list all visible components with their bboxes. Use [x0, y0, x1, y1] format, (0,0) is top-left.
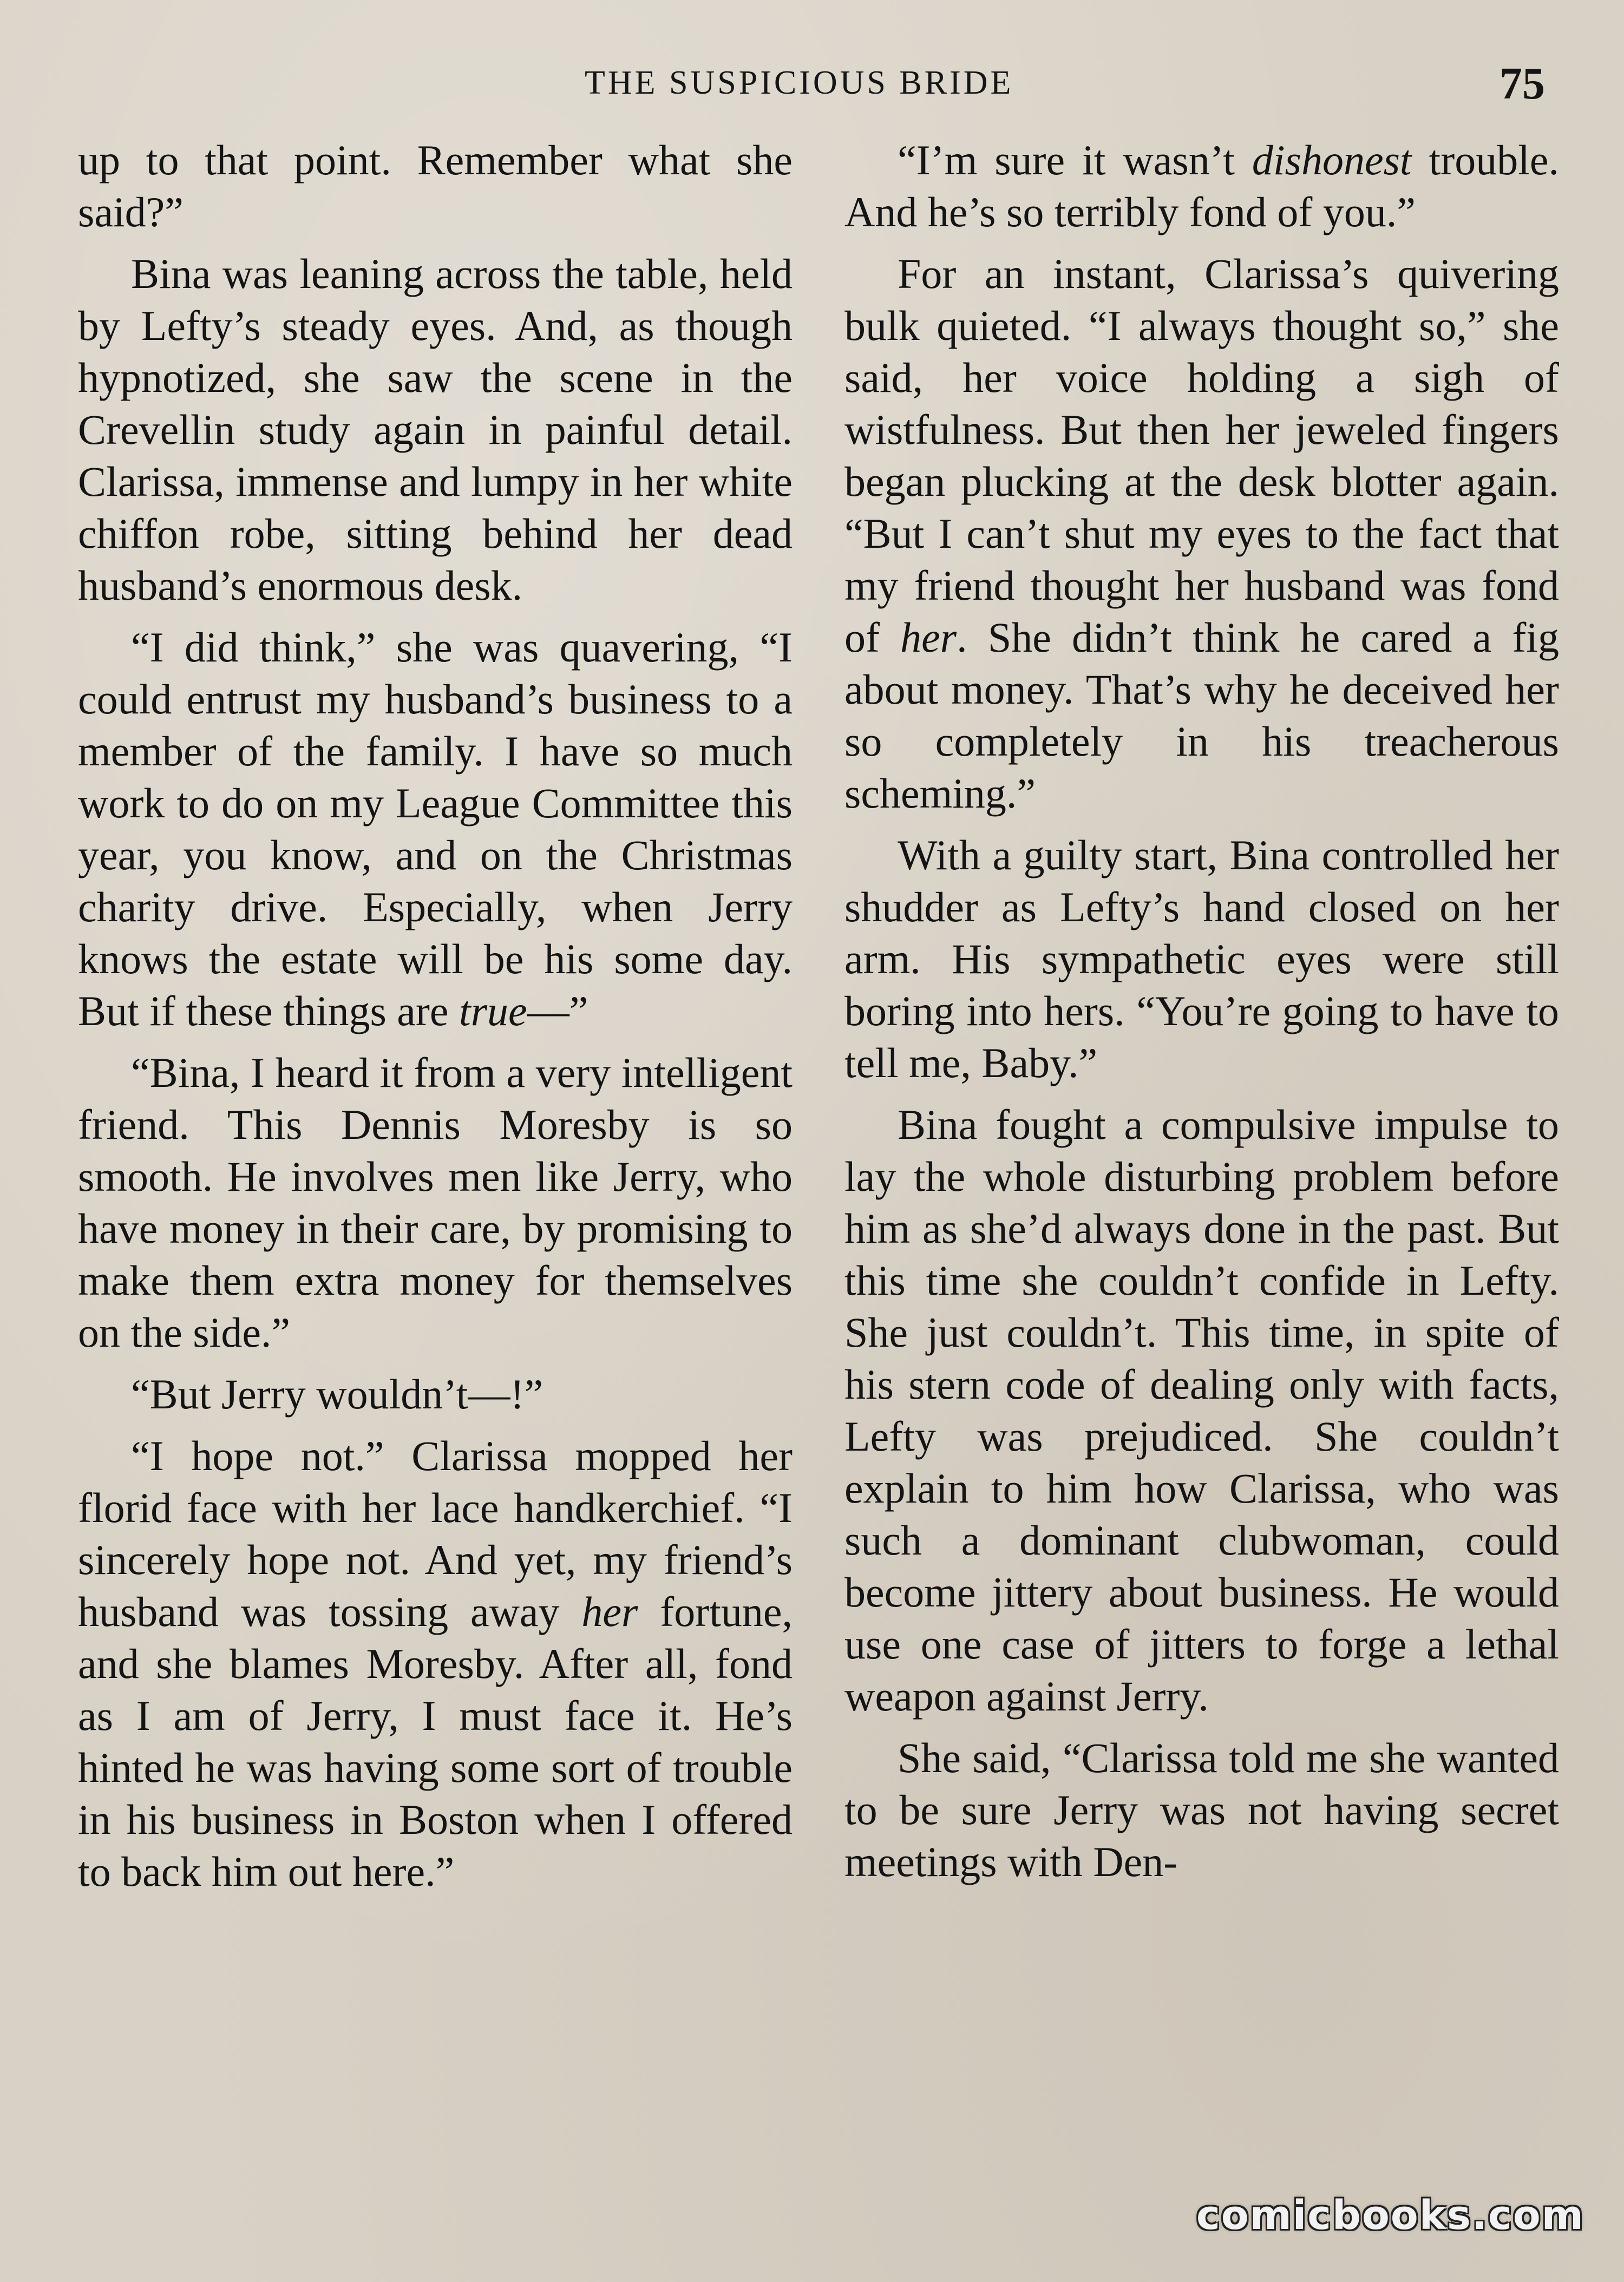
paragraph-text: —”: [527, 987, 588, 1034]
paragraph-text: “I did think,” she was quavering, “I could entrust my husband’s business to a member of the family. I have so much work to do on my League Committee this year, you know, and on the Christmas charity drive. Especially, when Jerry knows the estate will be his some day. But if these things are: [78, 624, 793, 1034]
page-number: 75: [1499, 58, 1545, 109]
paragraph-text: For an instant, Clarissa’s quivering bulk quieted. “I always thought so,” she said, her voice holding a sigh of wistfulness. But then her jeweled fingers began plucking at the desk blotter again. “But I can’t shut my eyes to the fact that my friend thought her husband was fond of: [844, 250, 1559, 661]
italic-text: her: [581, 1588, 638, 1635]
left-column: [78, 134, 793, 1898]
paragraph: “Bina, I heard it from a very intelligent friend. This Dennis Moresby is so smooth. He involves men like Jerry, who have money in their care, by promising to make them extra money for themselves on the side.”: [78, 1049, 793, 1356]
paragraph: [78, 1430, 793, 1898]
paragraph: up to that point. Remember what she said?”: [78, 136, 793, 235]
italic-text: true: [459, 987, 527, 1034]
paragraph-text: “I hope not.” Clarissa mopped her florid face with her lace handkerchief. “I sincerely hope not. And yet, my friend’s husband was tossing away: [78, 1432, 793, 1635]
paragraph-text: . She didn’t think he cared a fig about money. That’s why he deceived her so completely in his treacherous scheming.”: [844, 614, 1559, 817]
right-column: [844, 134, 1559, 1888]
paragraph-text: “I’m sure it wasn’t: [898, 136, 1252, 183]
paragraph-text: fortune, and she blames Moresby. After all, fond as I am of Jerry, I must face it. He’s hinted he was having some sort of trouble in his business in Boston when I offered to back him out here.”: [78, 1588, 793, 1895]
watermark-logo: comicbooks.com: [1196, 2192, 1584, 2239]
paragraph: [844, 134, 1559, 238]
paragraph: Bina fought a compulsive impulse to lay the whole disturbing problem before him as she’d always done in the past. But this time she couldn’t confide in Lefty. She just couldn’t. This time, in spite of his stern code of dealing only with facts, Lefty was prejudiced. She couldn’t explain to him how Clarissa, who was such a dominant clubwoman, could become jittery about business. He would use one case of jitters to forge a lethal weapon against Jerry.: [844, 1101, 1559, 1720]
running-title: THE SUSPICIOUS BRIDE: [585, 64, 1014, 101]
paragraph: [844, 248, 1559, 819]
paragraph: “But Jerry wouldn’t—!”: [131, 1370, 543, 1418]
paragraph: With a guilty start, Bina controlled her shudder as Lefty’s hand closed on her arm. His sympathetic eyes were still boring into hers. “You’re going to have to tell me, Baby.”: [844, 831, 1559, 1086]
paragraph: She said, “Clarissa told me she wanted to be sure Jerry was not having secret meetings with Den-: [844, 1734, 1559, 1885]
italic-text: dishonest: [1252, 136, 1412, 183]
paragraph-text: trouble. And he’s so terribly fond of you.”: [844, 136, 1559, 235]
paragraph: [78, 621, 793, 1037]
paragraph: Bina was leaning across the table, held by Lefty’s steady eyes. And, as though hypnotized, she saw the scene in the Crevellin study again in painful detail. Clarissa, immense and lumpy in her white chiffon robe, sitting behind her dead husband’s enormous desk.: [78, 250, 793, 609]
italic-text: her: [900, 614, 957, 661]
